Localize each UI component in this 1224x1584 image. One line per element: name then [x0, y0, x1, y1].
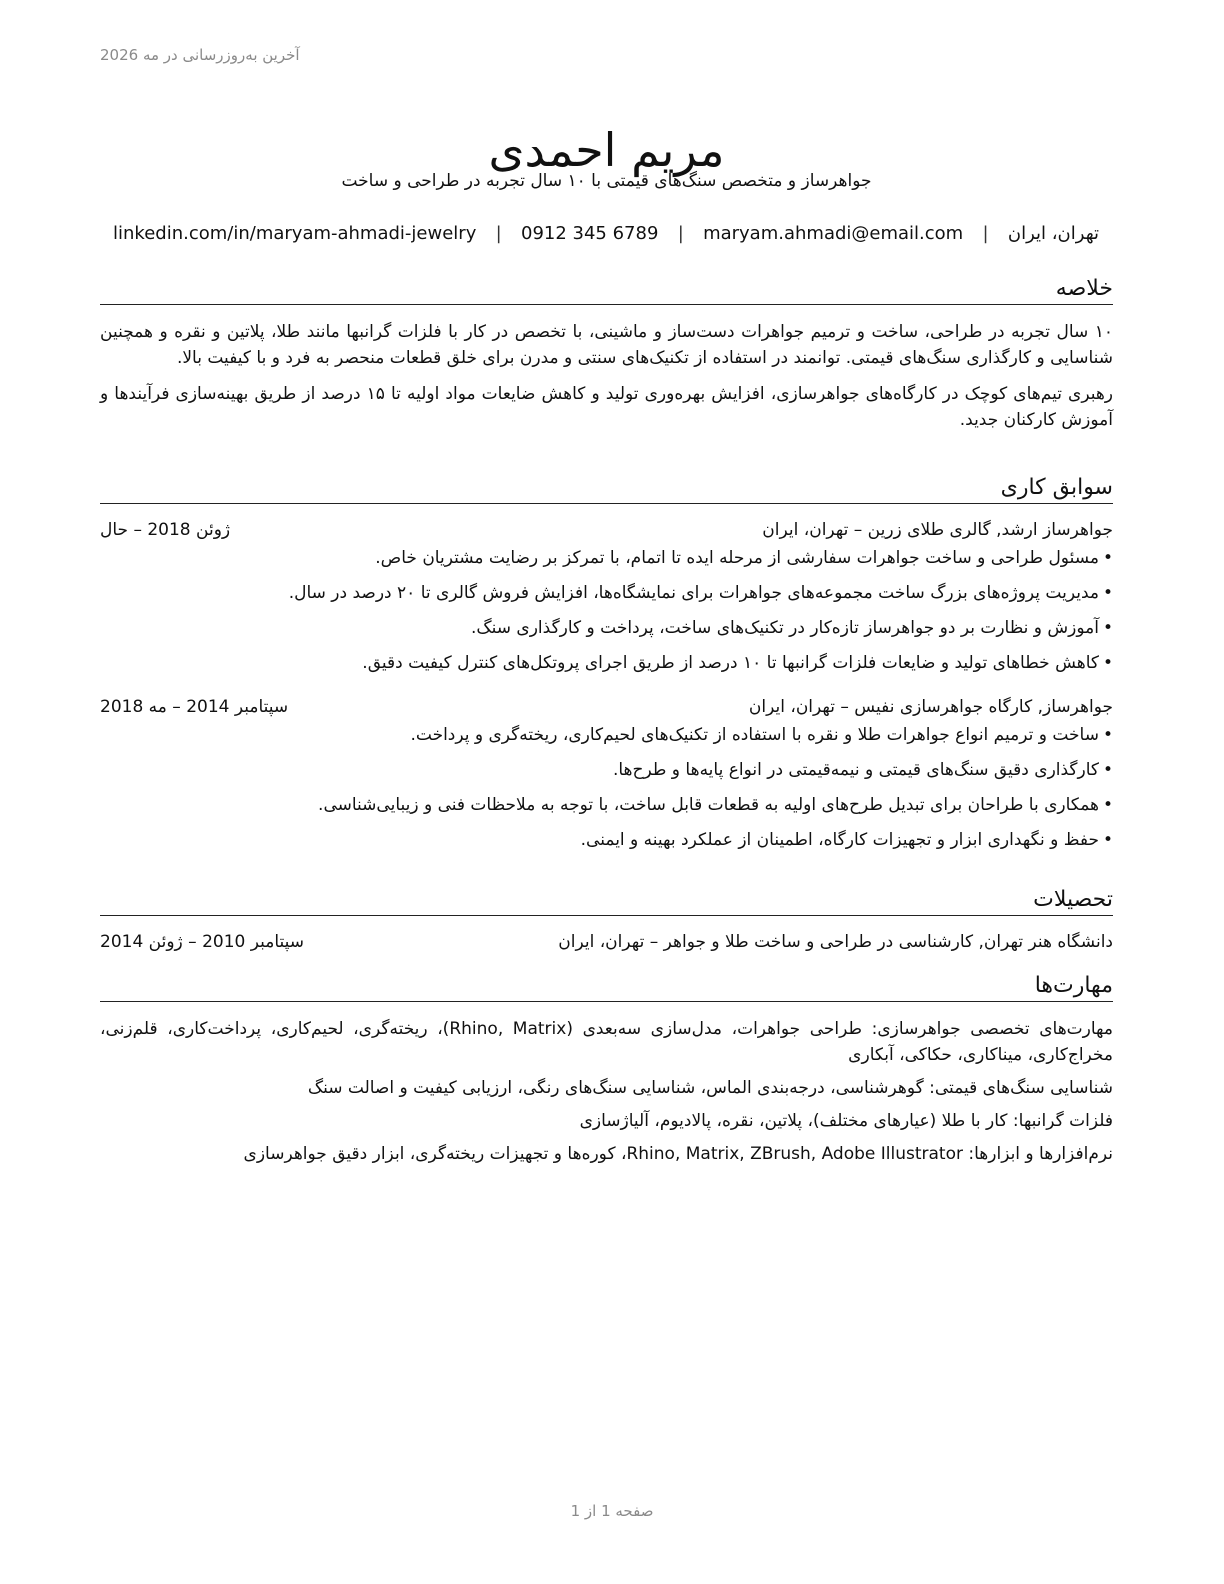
candidate-name: مریم احمدی: [488, 122, 725, 177]
contact-separator: |: [677, 223, 684, 244]
job-title: جواهرساز ارشد, گالری طلای زرین – تهران، ایران: [762, 520, 1113, 541]
bullet-text: آموزش و نظارت بر دو جواهرساز تازه‌کار در تکنیک‌های ساخت، پرداخت و کارگذاری سنگ.: [471, 618, 1099, 639]
job-dates-text: سپتامبر 2014 – مه 2018: [100, 697, 289, 718]
list-item: [100, 723, 1113, 747]
education-dates-text: سپتامبر 2010 – ژوئن 2014: [100, 932, 305, 953]
bullet-text: کارگذاری دقیق سنگ‌های قیمتی و نیمه‌قیمتی در انواع پایه‌ها و طرح‌ها.: [612, 760, 1099, 781]
job-entry: [100, 695, 1113, 852]
job-bullets: [100, 546, 1113, 675]
bullet-icon: •: [1102, 548, 1113, 569]
section-title-experience: سوابق کاری: [100, 475, 1113, 504]
education-entry: [100, 930, 1113, 954]
summary-paragraph: ۱۰ سال تجربه در طراحی، ساخت و ترمیم جواهرات دست‌ساز و ماشینی، با تخصص در کار با فلزات گرانبها مانند طلا، پلاتین و نقره و همچنین شناسایی و کارگذاری سنگ‌های قیمتی. توانمند در استفاده از تکنیک‌های سنتی و مدرن برای خلق قطعات منحصر به فرد و با کیفیت بالا.: [100, 322, 1113, 369]
bullet-text: مسئول طراحی و ساخت جواهرات سفارشی از مرحله ایده تا اتمام، با تمرکز بر رضایت مشتریان خاص.: [375, 548, 1099, 569]
page-number: صفحه 1 از 1: [570, 1502, 654, 1520]
list-item: [100, 758, 1113, 782]
skill-line: شناسایی سنگ‌های قیمتی: گوهرشناسی، درجه‌بندی الماس، شناسایی سنگ‌های رنگی، ارزیابی کیفیت و اصالت سنگ: [307, 1078, 1113, 1099]
bullet-text: همکاری با طراحان برای تبدیل طرح‌های اولیه به قطعات قابل ساخت، با توجه به ملاحظات فنی و زیبایی‌شناسی.: [318, 795, 1099, 816]
job-entry: [100, 518, 1113, 675]
skill-line: فلزات گرانبها: کار با طلا (عیارهای مختلف)، پلاتین، نقره، پالادیوم، آلیاژسازی: [579, 1111, 1113, 1132]
job-dates-text: ژوئن 2018 – حال: [100, 520, 231, 541]
job-bullets: [100, 723, 1113, 852]
section-title-skills: مهارت‌ها: [100, 973, 1113, 1002]
contact-bar: [113, 223, 1099, 244]
contact-separator: |: [495, 223, 502, 244]
section-title-summary: خلاصه: [100, 276, 1113, 305]
bullet-icon: •: [1102, 618, 1113, 639]
bullet-icon: •: [1102, 653, 1113, 674]
job-dates: [100, 518, 320, 542]
skills-section: [100, 973, 1113, 1174]
list-item: [100, 616, 1113, 640]
bullet-icon: •: [1102, 760, 1113, 781]
bullet-text: مدیریت پروژه‌های بزرگ ساخت مجموعه‌های جواهرات برای نمایشگاه‌ها، افزایش فروش گالری تا ۲۰ درصد در سال.: [288, 583, 1099, 604]
bullet-icon: •: [1102, 830, 1113, 851]
job-header: [100, 518, 1113, 542]
list-item: [100, 828, 1113, 852]
contact-linkedin[interactable]: linkedin.com/in/maryam-ahmadi-jewelry: [113, 223, 477, 244]
headline: جواهرساز و متخصص سنگ‌های قیمتی با ۱۰ سال تجربه در طراحی و ساخت: [341, 171, 872, 191]
bullet-text: کاهش خطاهای تولید و ضایعات فلزات گرانبها تا ۱۰ درصد از طریق اجرای پروتکل‌های کنترل کیفیت دقیق.: [362, 653, 1099, 674]
summary-paragraph: رهبری تیم‌های کوچک در کارگاه‌های جواهرسازی، افزایش بهره‌وری تولید و کاهش ضایعات مواد اولیه تا ۱۵ درصد از طریق بهینه‌سازی فرآیندها و آموزش کارکنان جدید.: [100, 384, 1114, 431]
summary-section: [100, 276, 1113, 433]
contact-location: تهران، ایران: [1007, 223, 1099, 244]
skill-line: نرم‌افزارها و ابزارها: Rhino, Matrix, ZBrush, Adobe Illustrator، کوره‌ها و تجهیزات ریخته‌گری، ابزار دقیق جواهرسازی: [243, 1144, 1113, 1165]
skill-line: مهارت‌های تخصصی جواهرسازی: طراحی جواهرات، مدل‌سازی سه‌بعدی (Rhino, Matrix)، ریخته‌گری، لحیم‌کاری، پرداخت‌کاری، قلم‌زنی، مخراج‌کاری، میناکاری، حکاکی، آبکاری: [100, 1019, 1113, 1066]
contact-phone[interactable]: 0912 345 6789: [521, 223, 659, 244]
education-heading: دانشگاه هنر تهران, کارشناسی در طراحی و ساخت طلا و جواهر – تهران، ایران: [558, 932, 1113, 953]
section-title-education: تحصیلات: [100, 887, 1113, 916]
education-dates: [100, 930, 320, 954]
job-dates: [100, 695, 320, 719]
contact-separator: |: [982, 223, 989, 244]
last-updated-note: آخرین به‌روزرسانی در مه 2026: [100, 46, 300, 64]
list-item: [100, 793, 1113, 817]
bullet-text: ساخت و ترمیم انواع جواهرات طلا و نقره با استفاده از تکنیک‌های لحیم‌کاری، ریخته‌گری و پرداخت.: [410, 725, 1099, 746]
bullet-icon: •: [1102, 795, 1113, 816]
resume-page: [100, 0, 1113, 1584]
contact-email[interactable]: maryam.ahmadi@email.com: [703, 223, 964, 244]
job-header: [100, 695, 1113, 719]
list-item: [100, 581, 1113, 605]
list-item: [100, 546, 1113, 570]
bullet-icon: •: [1102, 583, 1113, 604]
experience-section: [100, 475, 1113, 863]
education-section: [100, 887, 1113, 954]
list-item: [100, 651, 1113, 675]
bullet-text: حفظ و نگهداری ابزار و تجهیزات کارگاه، اطمینان از عملکرد بهینه و ایمنی.: [580, 830, 1099, 851]
job-title: جواهرساز, کارگاه جواهرسازی نفیس – تهران، ایران: [748, 697, 1113, 718]
bullet-icon: •: [1102, 725, 1113, 746]
